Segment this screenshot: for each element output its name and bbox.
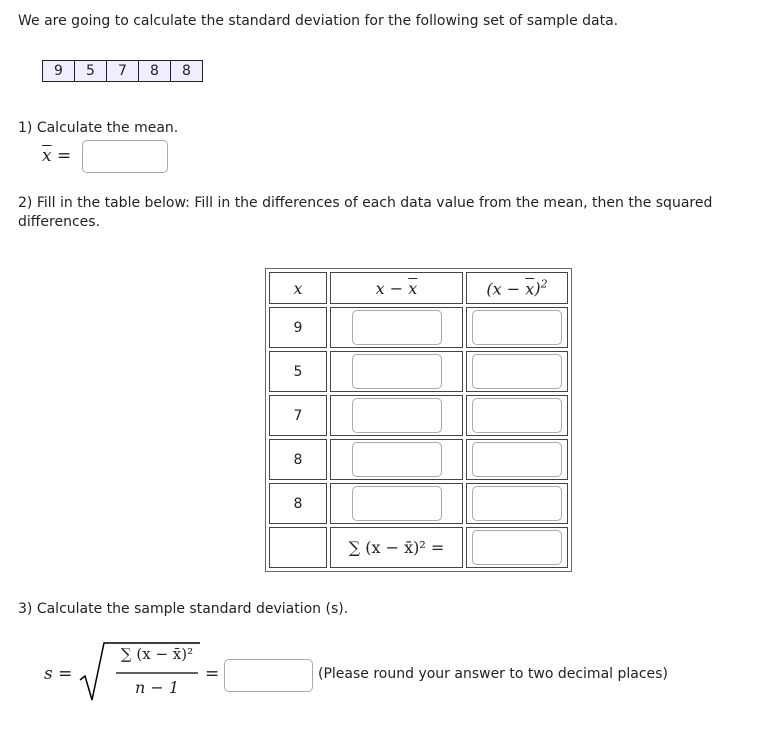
diff-input[interactable] bbox=[352, 398, 442, 433]
s-symbol bbox=[44, 664, 72, 684]
sample-data-table bbox=[42, 60, 203, 82]
header-x: x bbox=[269, 272, 327, 304]
squared-input[interactable] bbox=[472, 442, 562, 477]
row-x-value: 5 bbox=[269, 351, 327, 392]
data-value: 8 bbox=[139, 61, 171, 82]
squared-input[interactable] bbox=[472, 354, 562, 389]
squared-input[interactable] bbox=[472, 310, 562, 345]
data-value: 8 bbox=[171, 61, 203, 82]
mean-input[interactable] bbox=[82, 140, 168, 173]
data-value: 9 bbox=[43, 61, 75, 82]
empty-cell bbox=[269, 527, 327, 568]
row-x-value: 9 bbox=[269, 307, 327, 348]
diff-input[interactable] bbox=[352, 442, 442, 477]
equals-sign-2: = bbox=[205, 664, 220, 684]
numerator: ∑ (x − x̄)² bbox=[120, 645, 194, 663]
mean-symbol: $\overline{x}$ bbox=[42, 146, 52, 166]
header-diff: $x - \overline{x}$ bbox=[330, 272, 463, 304]
step2-label: 2) Fill in the table below: Fill in the differences of each data value from the mean, then the squared differences. bbox=[18, 195, 713, 230]
std-dev-input[interactable] bbox=[224, 659, 313, 692]
squared-input[interactable] bbox=[472, 398, 562, 433]
intro-text: We are going to calculate the standard deviation for the following set of sample data. bbox=[18, 13, 619, 29]
diff-input[interactable] bbox=[352, 310, 442, 345]
header-squared: $(x - \overline{x})^2$ bbox=[466, 272, 568, 304]
squared-input[interactable] bbox=[472, 486, 562, 521]
deviation-table bbox=[265, 268, 572, 572]
row-x-value: 8 bbox=[269, 483, 327, 524]
step1-label: 1) Calculate the mean. bbox=[18, 120, 179, 136]
diff-input[interactable] bbox=[352, 486, 442, 521]
diff-input[interactable] bbox=[352, 354, 442, 389]
equals-sign: = bbox=[57, 146, 72, 166]
equals-sign: = bbox=[58, 664, 73, 684]
step3-label: 3) Calculate the sample standard deviation (s). bbox=[18, 601, 349, 617]
sum-squared-input[interactable] bbox=[472, 530, 562, 565]
sum-label: ∑ (x − x̄)² = bbox=[330, 527, 463, 568]
denominator: n − 1 bbox=[134, 678, 180, 697]
row-x-value: 8 bbox=[269, 439, 327, 480]
row-x-value: 7 bbox=[269, 395, 327, 436]
data-value: 5 bbox=[75, 61, 107, 82]
mean-equation bbox=[42, 146, 71, 166]
data-value: 7 bbox=[107, 61, 139, 82]
s-variable: s bbox=[44, 664, 53, 684]
rounding-note: (Please round your answer to two decimal places) bbox=[318, 666, 668, 682]
